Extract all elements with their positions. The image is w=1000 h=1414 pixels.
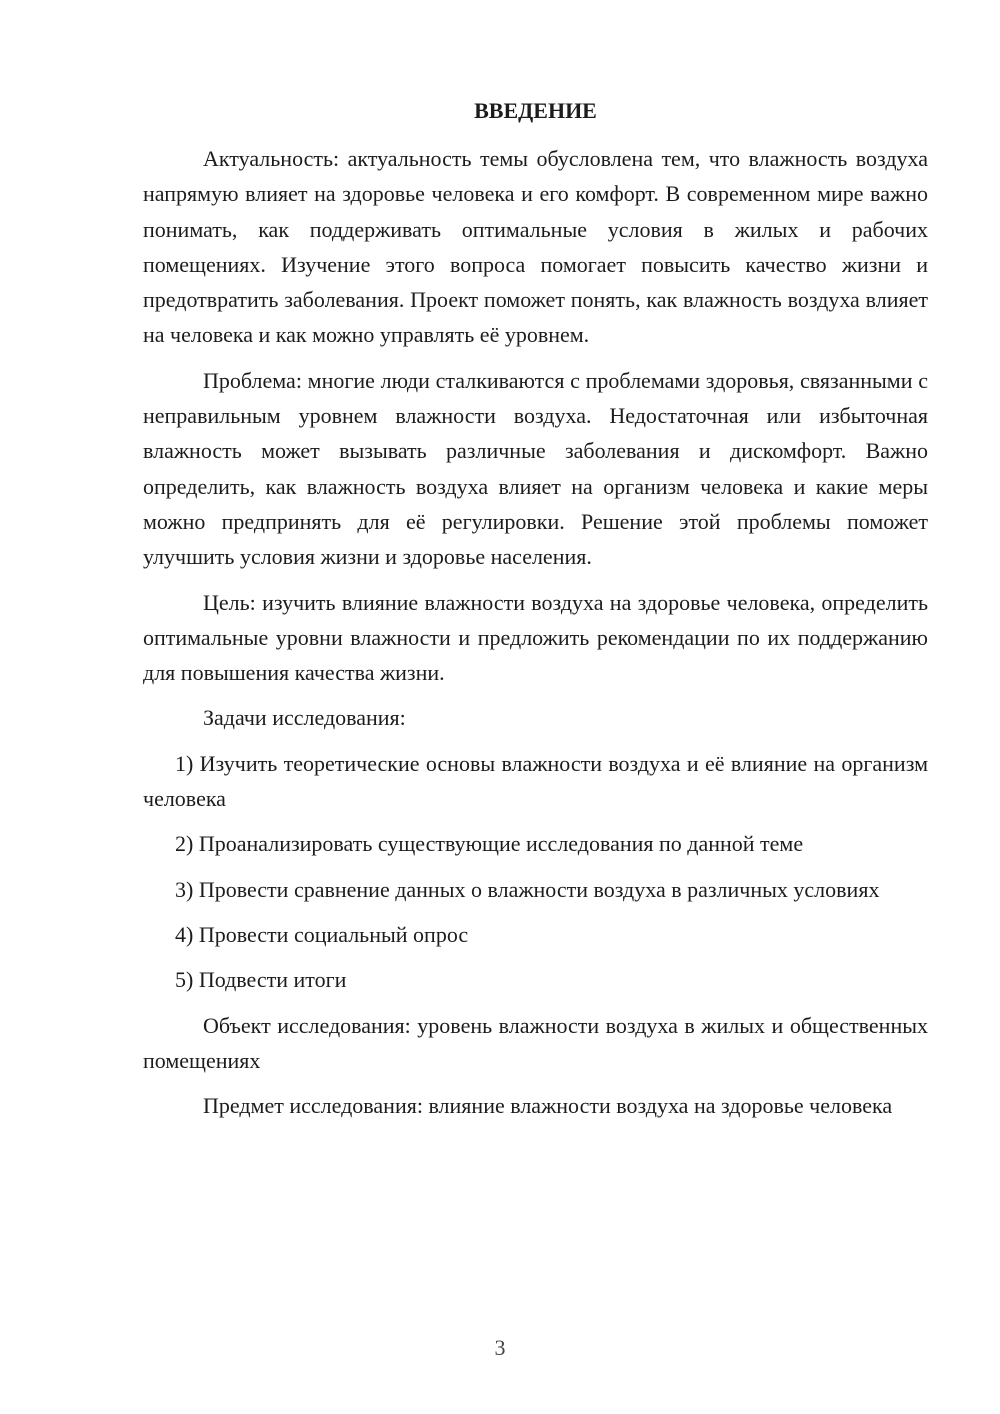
paragraph-tasks-heading: Задачи исследования: [203,705,406,731]
task-item-5: 5) Подвести итоги [175,967,347,993]
task-item-4: 4) Провести социальный опрос [175,921,469,947]
page-number: 3 [494,1335,506,1360]
paragraph-research-object: Объект исследования: уровень влажности воздуха в жилых и общественных помещениях [143,1012,928,1073]
paragraph-goal: Цель: изучить влияние влажности воздуха на здоровье человека, определить оптимальные уровни влажности и предложить рекомендации по их поддержанию для повышения качества жизни. [143,589,928,686]
document-body [143,141,928,1133]
task-item-3: 3) Провести сравнение данных о влажности воздуха в различных условиях [175,876,880,902]
paragraph-problem: Проблема: многие люди сталкиваются с проблемами здоровья, связанными с неправильным уровнем влажности воздуха. Недостаточная или избыточная влажность может вызывать различные заболевания и дискомфорт. Важно определить, как влажность воздуха влияет на организм человека и какие меры можно предпринять для её регулировки. Решение этой проблемы поможет улучшить условия жизни и здоровье населения. [143,367,928,570]
paragraph-relevance: Актуальность: актуальность темы обусловлена тем, что влажность воздуха напрямую влияет на здоровье человека и его комфорт. В современном мире важно понимать, как поддерживать оптимальные условия в жилых и рабочих помещениях. Изучение этого вопроса помогает повысить качество жизни и предотвратить заболевания. Проект поможет понять, как влажность воздуха влияет на человека и как можно управлять её уровнем. [143,146,928,348]
paragraph-research-subject: Предмет исследования: влияние влажности воздуха на здоровье человека [203,1093,893,1119]
page-title: ВВЕДЕНИЕ [474,98,597,123]
task-item-2: 2) Проанализировать существующие исследования по данной теме [175,831,804,857]
task-item-1: 1) Изучить теоретические основы влажности воздуха и её влияние на организм человека [143,750,928,812]
